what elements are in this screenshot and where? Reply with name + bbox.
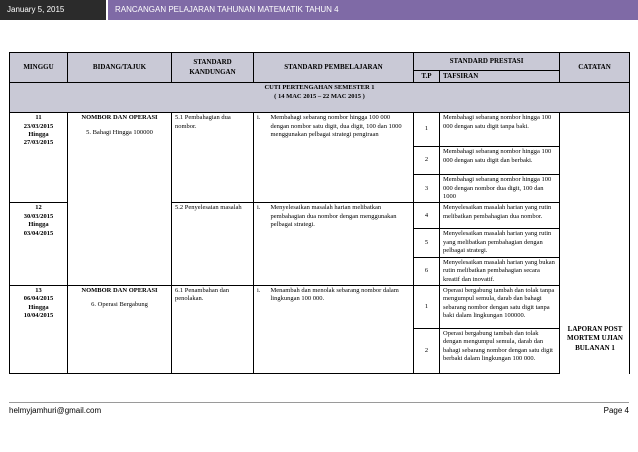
bidang-cell-2 [68, 286, 172, 374]
week-from: 06/04/2015 [23, 295, 54, 303]
col-header-minggu: MINGGU [10, 53, 68, 83]
cuti-title: CUTI PERTENGAHAN SEMESTER 1 [264, 84, 375, 92]
week-13-cell [10, 286, 68, 374]
col-header-kandungan: STANDARD KANDUNGAN [172, 53, 254, 83]
kandungan-cell-3: 6.1 Penambahan dan penolakan. [172, 286, 254, 374]
footer-divider [9, 402, 629, 403]
pembelajaran-cell-2: Menyelesaikan masalah harian melibatkan pembahagian dua nombor dengan menggunakan pelbagai strategi. [268, 203, 414, 286]
week-hingga: Hingga [28, 303, 49, 311]
lesson-plan-table [9, 52, 630, 374]
week-to: 27/03/2015 [23, 139, 54, 147]
footer-email: helmyjamhuri@gmail.com [9, 406, 102, 415]
col-header-pembelajaran: STANDARD PEMBELAJARAN [254, 53, 414, 83]
tafsiran-cell: Operasi bergabung tambah dan tolak dengan mengumpul semula, darab dan bahagi sebarang nombor dengan satu digit berbaki dalam lingkungan 100 000. [440, 329, 560, 374]
tp-cell: 6 [414, 257, 440, 285]
week-number: 11 [35, 114, 42, 122]
tp-cell: 2 [414, 147, 440, 175]
tafsiran-cell: Operasi bergabung tambah dan tolak tanpa mengumpul semula, darab dan bahagi sebarang nombor dengan satu digit tanpa baki dalam lingkungan 100000. [440, 286, 560, 329]
tp-cell: 4 [414, 203, 440, 229]
kandungan-cell-1: 5.1 Pembahagian dua nombor. [172, 113, 254, 203]
week-number: 12 [35, 204, 42, 212]
col-header-tafsiran: TAFSIRAN [440, 71, 560, 83]
footer-page-number: Page 4 [603, 406, 629, 415]
week-to: 10/04/2015 [23, 312, 54, 320]
tp-cell: 3 [414, 175, 440, 203]
bidang-title: NOMBOR DAN OPERASI [81, 114, 158, 122]
col-header-catatan: CATATAN [560, 53, 630, 83]
tafsiran-cell: Membahagi sebarang nombor hingga 100 000 dengan satu digit tanpa baki. [440, 113, 560, 147]
bidang-subtopic: 5. Bahagi Hingga 100000 [86, 128, 153, 136]
week-hingga: Hingga [28, 130, 49, 138]
header-title: RANCANGAN PELAJARAN TAHUNAN MATEMATIK TAHUN 4 [108, 0, 638, 20]
catatan-note: LAPORAN POST MORTEM UJIAN BULANAN 1 [567, 325, 623, 352]
tp-cell: 5 [414, 229, 440, 257]
pembelajaran-num-2: i. [254, 203, 268, 286]
col-header-prestasi: STANDARD PRESTASI [414, 53, 560, 71]
week-12-cell [10, 203, 68, 286]
week-number: 13 [35, 287, 42, 295]
bidang-title: NOMBOR DAN OPERASI [81, 287, 158, 295]
kandungan-cell-2: 5.2 Penyelesaian masalah [172, 203, 254, 286]
tp-cell: 1 [414, 286, 440, 329]
tafsiran-cell: Menyelesaikan masalah harian yang bukan rutin melibatkan pembahagian secara kreatif dan inovatif. [440, 257, 560, 285]
week-from: 23/03/2015 [23, 122, 54, 130]
col-header-tp: T.P [414, 71, 440, 83]
cuti-banner [10, 83, 630, 113]
pembelajaran-cell-1: Membahagi sebarang nombor hingga 100 000 dengan nombor satu digit, dua digit, 100 dan 1000 menggunakan pelbagai strategi pengiraan [268, 113, 414, 203]
tafsiran-cell: Membahagi sebarang nombor hingga 100 000 dengan satu digit dan berbaki. [440, 147, 560, 175]
header-date: January 5, 2015 [0, 0, 106, 20]
cuti-dates: ( 14 MAC 2015 – 22 MAC 2015 ) [274, 92, 365, 100]
tp-cell: 1 [414, 113, 440, 147]
tafsiran-cell: Membahagi sebarang nombor hingga 100 000 dengan nombor dua digit, 100 dan 1000 [440, 175, 560, 203]
tafsiran-cell: Menyelesaikan masalah harian yang rutin melibatkan pembahagian dua nombor. [440, 203, 560, 229]
bidang-subtopic: 6. Operasi Bergabung [91, 301, 148, 309]
page-header [0, 0, 638, 20]
week-hingga: Hingga [28, 221, 49, 229]
tafsiran-cell: Menyelesaikan masalah harian yang rutin yang melibatkan pembahagian dengan pelbagai strategi. [440, 229, 560, 257]
pembelajaran-cell-3: Menambah dan menolak sebarang nombor dalam lingkungan 100 000. [268, 286, 414, 374]
pembelajaran-num-1: i. [254, 113, 268, 203]
week-to: 03/04/2015 [23, 229, 54, 237]
week-from: 30/03/2015 [23, 212, 54, 220]
tp-cell: 2 [414, 329, 440, 374]
week-11-cell [10, 113, 68, 203]
pembelajaran-num-3: i. [254, 286, 268, 374]
bidang-cell-1 [68, 113, 172, 286]
col-header-bidang: BIDANG/TAJUK [68, 53, 172, 83]
